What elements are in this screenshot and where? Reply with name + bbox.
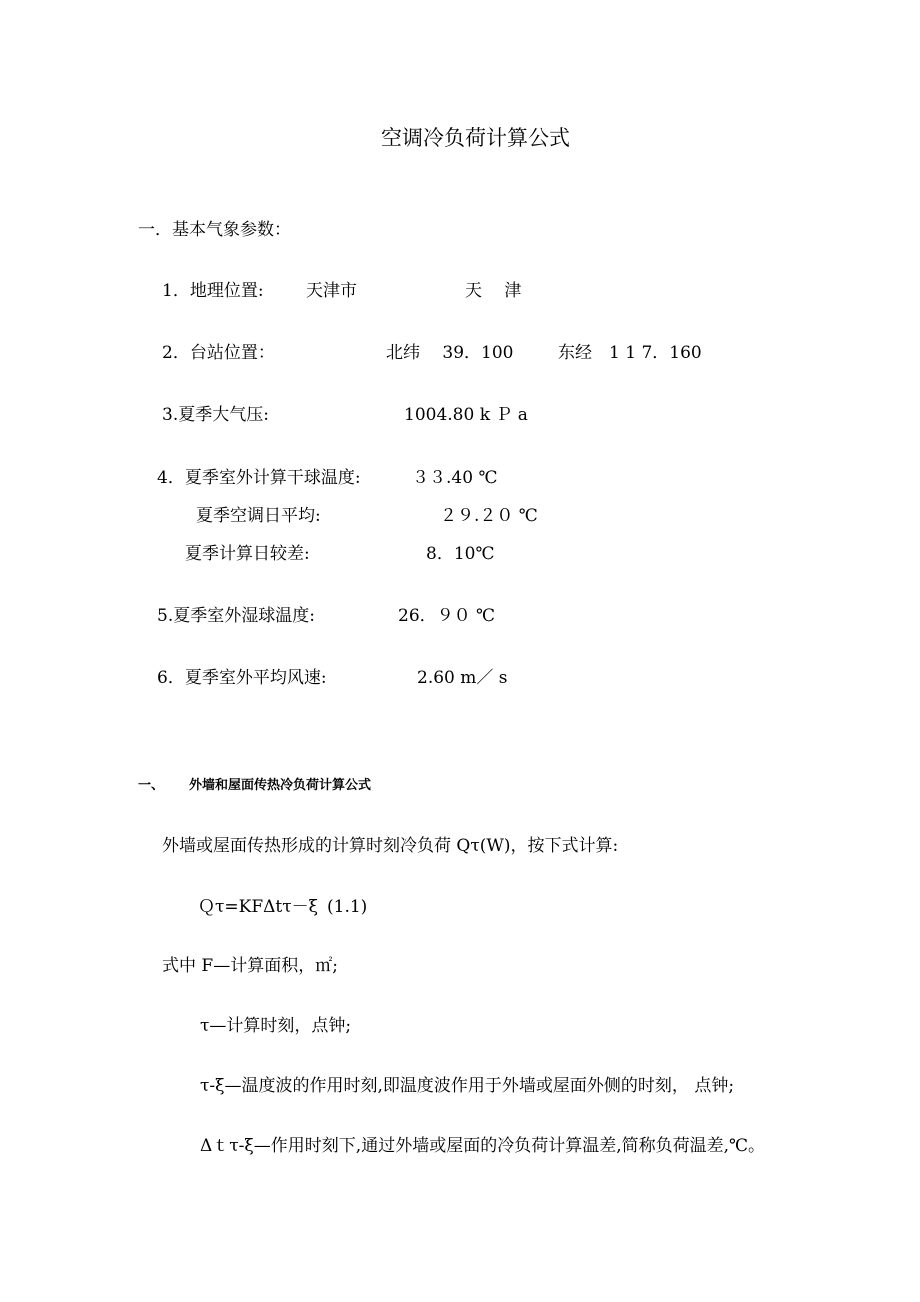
section-heading-meteorological: 一．基本气象参数： [138,220,291,240]
item-label-station: 2．台站位置： [162,343,275,363]
item-value-daily-range: 8．10℃ [426,544,495,564]
item-label-pressure: 3.夏季大气压: [162,405,269,425]
item-value-longitude: 东经 1 1 7．160 [558,343,702,363]
formula-number: (1.1) [327,897,368,917]
item-value-daily-average: ２９.２０ ℃ [440,506,538,526]
item-value-wind-speed: 2.60 m／ s [417,668,508,688]
where-line: 式中 F—计算面积，㎡; [162,956,338,976]
item-value-location-city: 天津市 [306,281,357,301]
page-title: 空调冷负荷计算公式 [381,126,570,150]
section-heading-wall-roof: 外墙和屋面传热冷负荷计算公式 [189,778,372,793]
formula: Ｑτ=KFΔtτ－ξ [198,897,319,917]
item-value-dry-bulb: ３３.40 ℃ [412,468,498,488]
item-value-wet-bulb: 26．９０ ℃ [398,606,496,626]
where-line: τ—计算时刻，点钟; [200,1016,352,1036]
item-value-latitude: 北纬 39．100 [386,343,514,363]
where-line: Δｔτ-ξ—作用时刻下,通过外墙或屋面的冷负荷计算温差,简称负荷温差,℃。 [200,1136,766,1156]
section-number: 一、 [138,778,165,793]
where-line: τ-ξ—温度波的作用时刻,即温度波作用于外墙或屋面外侧的时刻， 点钟; [200,1076,735,1096]
item-label-daily-range: 夏季计算日较差: [185,544,310,564]
item-label-dry-bulb: 4．夏季室外计算干球温度: [157,468,361,488]
item-value-pressure: 1004.80 k Ｐ a [404,405,528,425]
item-value-location-name: 天 津 [465,281,522,301]
item-label-wind-speed: 6．夏季室外平均风速: [157,668,327,688]
item-label-wet-bulb: 5.夏季室外湿球温度: [157,606,315,626]
item-label-daily-average: 夏季空调日平均: [196,506,321,526]
item-label-location: 1．地理位置: [162,281,264,301]
intro-paragraph: 外墙或屋面传热形成的计算时刻冷负荷 Qτ(W)，按下式计算: [162,836,619,856]
